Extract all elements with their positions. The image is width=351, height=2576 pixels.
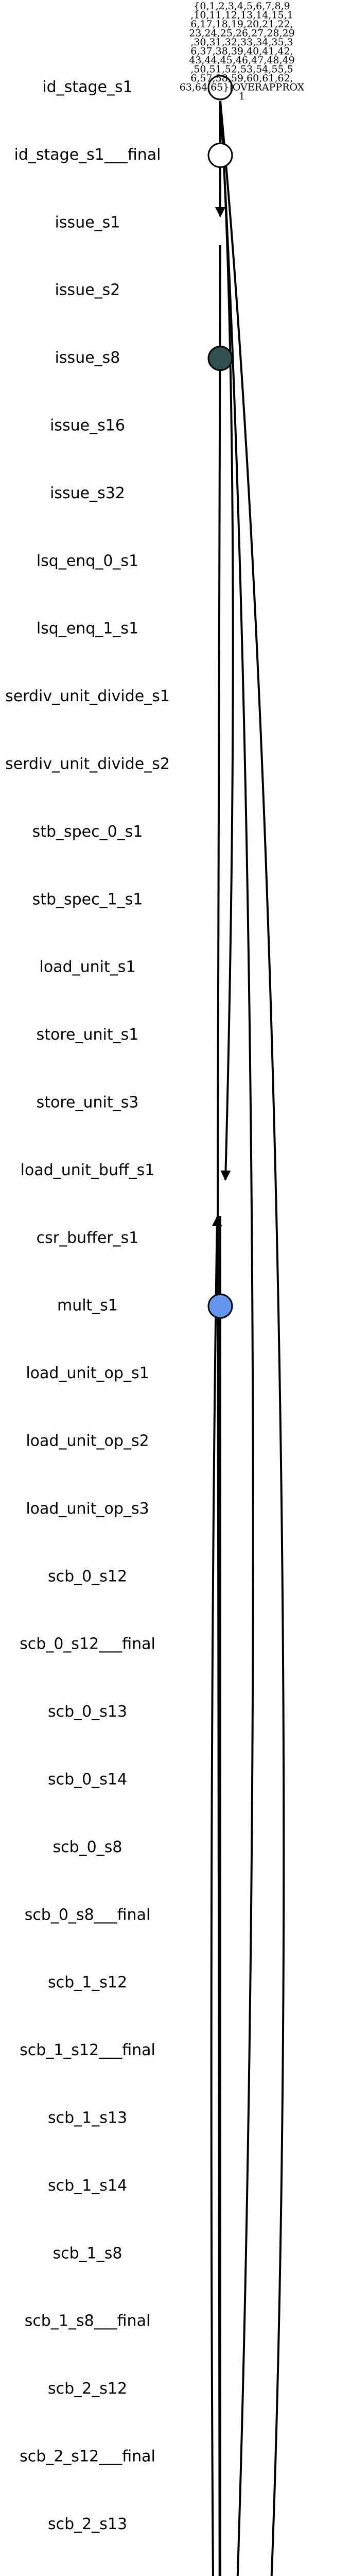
stage-label-scb-2-s12: scb_2_s12 [47,2380,128,2398]
stage-label-scb-1-s8: scb_1_s8 [52,2244,122,2263]
note-top-line: 6,37,38,39,40,41,42, [190,45,293,57]
note-top-line: 1 [238,91,245,102]
stage-label-issue-s16: issue_s16 [50,416,125,435]
stage-label-scb-0-s12: scb_0_s12 [47,1567,128,1586]
node-id-stage-s1-final[interactable] [208,143,232,167]
note-top-line: 6,57,58,59,60,61,62, [190,73,293,84]
stage-label-csr-buffer-s1: csr_buffer_s1 [36,1229,139,1247]
stage-label-scb-2-s12-final: scb_2_s12___final [20,2447,155,2466]
stage-label-id-stage-s1: id_stage_s1 [42,78,133,96]
stage-label-load-unit-buff-s1: load_unit_buff_s1 [20,1161,155,1179]
stage-label-scb-1-s8-final: scb_1_s8___final [24,2312,151,2330]
stage-label-stb-spec-0-s1: stb_spec_0_s1 [32,822,143,841]
note-top-line: ,50,51,52,53,54,55,5 [190,63,293,75]
note-top-line: 23,24,25,26,27,28,29 [189,27,295,39]
note-top-line: 6,17,18,19,20,21,22, [190,19,293,30]
stage-label-load-unit-op-s2: load_unit_op_s2 [26,1432,149,1450]
edges [212,76,284,2576]
stage-label-scb-0-s12-final: scb_0_s12___final [20,1635,155,1653]
stage-label-id-stage-s1-final: id_stage_s1___final [14,145,161,164]
stage-label-issue-s8: issue_s8 [55,349,120,367]
stage-label-issue-s32: issue_s32 [50,484,125,502]
top-annotation [180,1,305,102]
stage-label-mult-s1: mult_s1 [57,1296,118,1315]
note-top-line: 43,44,45,46,47,48,49 [189,55,295,66]
edge-final-to-mult [220,101,233,1180]
stage-label-load-unit-op-s3: load_unit_op_s3 [26,1499,149,1518]
stage-label-lsq-enq-1-s1: lsq_enq_1_s1 [36,619,139,638]
stage-label-lsq-enq-0-s1: lsq_enq_0_s1 [36,552,139,570]
stage-label-scb-1-s12: scb_1_s12 [47,1973,128,1992]
stage-labels [5,78,170,2576]
note-top-line: ,10,11,12,13,14,15,1 [190,9,293,21]
stage-label-store-unit-s3: store_unit_s3 [36,1093,139,1112]
stage-label-load-unit-s1: load_unit_s1 [39,958,136,976]
node-issue-s8[interactable] [208,347,232,370]
stage-label-scb-0-s8: scb_0_s8 [52,1838,122,1856]
stage-label-scb-0-s14: scb_0_s14 [47,1770,128,1789]
stage-label-scb-1-s12-final: scb_1_s12___final [20,2041,155,2060]
stage-label-load-unit-op-s1: load_unit_op_s1 [26,1364,149,1383]
stage-label-serdiv-unit-divide-s1: serdiv_unit_divide_s1 [5,687,170,706]
stage-label-stb-spec-1-s1: stb_spec_1_s1 [32,890,143,909]
node-mult-s1[interactable] [208,1294,232,1318]
stage-label-scb-0-s13: scb_0_s13 [47,1703,128,1721]
stage-label-scb-1-s13: scb_1_s13 [47,2109,128,2127]
stage-label-scb-0-s8-final: scb_0_s8___final [24,1906,151,1924]
note-top-line: ,30,31,32,33,34,35,3 [190,37,293,48]
note-top-line: {0,1,2,3,4,5,6,7,8,9 [194,1,290,12]
note-top-line: 63,64,65}|OVERAPPROX [179,81,305,93]
stage-label-issue-s2: issue_s2 [55,281,120,299]
stage-label-scb-2-s13: scb_2_s13 [47,2515,128,2533]
stage-label-serdiv-unit-divide-s2: serdiv_unit_divide_s2 [5,755,170,773]
stage-label-issue-s1: issue_s1 [55,213,120,232]
stage-label-scb-1-s14: scb_1_s14 [47,2176,128,2195]
stage-label-store-unit-s1: store_unit_s1 [36,1026,139,1044]
